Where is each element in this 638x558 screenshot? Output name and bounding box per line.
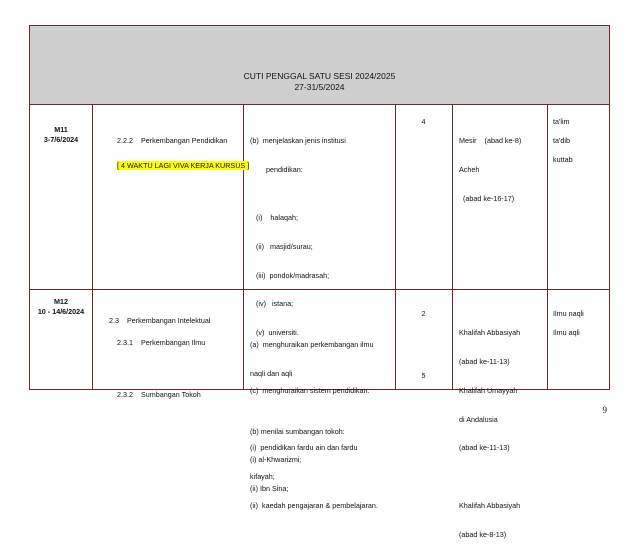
note-line: Acheh: [459, 164, 480, 174]
objective-line: (v) universiti.: [250, 328, 299, 338]
topic-subheading: [117, 371, 201, 419]
term-line: [553, 127, 573, 137]
terms-cell: [553, 309, 584, 338]
column-divider: [92, 104, 93, 389]
term-line: kuttab: [553, 155, 573, 165]
objective-line: (iii) pondok/madrasah;: [250, 270, 330, 280]
objective-line: (i) pendidikan fardu ain dan fardu: [250, 443, 358, 453]
topic-note: [109, 151, 249, 180]
term-line: Ilmu aqli: [553, 328, 580, 338]
column-divider: [395, 104, 396, 389]
note-line: (abad ke-8-13): [459, 529, 507, 539]
objective-line: (c) menghuraikan sistem pendidikan:: [250, 385, 370, 395]
lesson-plan-table: [29, 25, 610, 539]
objective-line: pendidikan:: [250, 164, 303, 174]
note-line: (abad ke-16-17): [459, 193, 515, 203]
hours-value: 2: [421, 309, 426, 318]
note-line: Khalifah Umayyah: [459, 385, 518, 395]
note-line: (abad ke-11-13): [459, 443, 510, 453]
objective-line: (ii) Ibn Sina;: [250, 484, 289, 494]
hours-cell: [395, 117, 452, 127]
hours-cell: [395, 371, 452, 381]
term-line: ta'dib: [553, 136, 570, 146]
hours-value: 5: [421, 371, 426, 380]
objective-line: naqli dan aqli: [250, 368, 293, 378]
note-line: (abad ke-11-13): [459, 356, 510, 366]
notes-cell: [459, 309, 520, 558]
objective-line: (b) menilai sumbangan tokoh:: [250, 426, 345, 436]
objective-line: (i) halaqah;: [250, 212, 298, 222]
term-line: ta'lim: [553, 117, 570, 126]
hours-cell: [395, 309, 452, 319]
banner-title: CUTI PENGGAL SATU SESI 2024/2025: [243, 71, 396, 81]
viva-note: [ 4 WAKTU LAGI VIVA KERJA KURSUS ]: [117, 160, 250, 170]
topic-subheading-text: 2.3.2 Sumbangan Tokoh: [117, 390, 201, 400]
page-number: 9: [602, 405, 607, 415]
week-cell: [30, 297, 92, 316]
hours-value: 4: [421, 117, 426, 126]
note-line: di Andalusia: [459, 414, 498, 424]
topic-heading: 2.2.2 Perkembangan Pendidikan: [117, 136, 228, 146]
objective-line: (a) menghuraikan perkembangan ilmu: [250, 340, 374, 350]
term-line: [553, 319, 584, 329]
column-divider: [452, 104, 453, 389]
objective-line: (ii) kaedah pengajaran & pembelajaran.: [250, 500, 378, 510]
holiday-banner: [30, 26, 609, 104]
term-line: Ilmu naqli: [553, 309, 584, 318]
week-cell: [30, 125, 92, 144]
terms-cell: [553, 117, 573, 165]
note-line: [459, 472, 520, 482]
objectives-cell: [250, 321, 395, 513]
objective-line: (i) al-Khwarizmi;: [250, 455, 302, 465]
term-line: [553, 146, 573, 156]
notes-cell: [459, 117, 521, 223]
week-label: M12: [54, 297, 68, 306]
objective-line: (ii) masjid/surau;: [250, 241, 313, 251]
week-dates: 3-7/6/2024: [43, 134, 79, 144]
note-line: Khalifah Abbasiyah: [459, 500, 521, 510]
objective-line: (iv) istana;: [250, 299, 294, 309]
objective-line: (b) menjelaskan jenis institusi: [250, 136, 346, 146]
week-label: M11: [54, 125, 68, 134]
column-divider: [547, 104, 548, 389]
note-line: Khalifah Abbasiyah: [459, 328, 521, 338]
week-dates: 10 - 14/6/2024: [37, 306, 85, 316]
column-divider: [243, 104, 244, 389]
objective-line: kifayah;: [250, 471, 275, 481]
banner-dates: 27-31/5/2024: [294, 82, 345, 92]
topic-subheading: [117, 319, 205, 367]
objective-line: [250, 398, 395, 408]
row-divider: [30, 104, 609, 105]
note-line: Mesir (abad ke-8): [459, 136, 522, 146]
topic-subheading-text: 2.3.1 Perkembangan Ilmu: [117, 338, 206, 348]
topic-heading: 2.3 Perkembangan Intelektual: [109, 316, 211, 326]
